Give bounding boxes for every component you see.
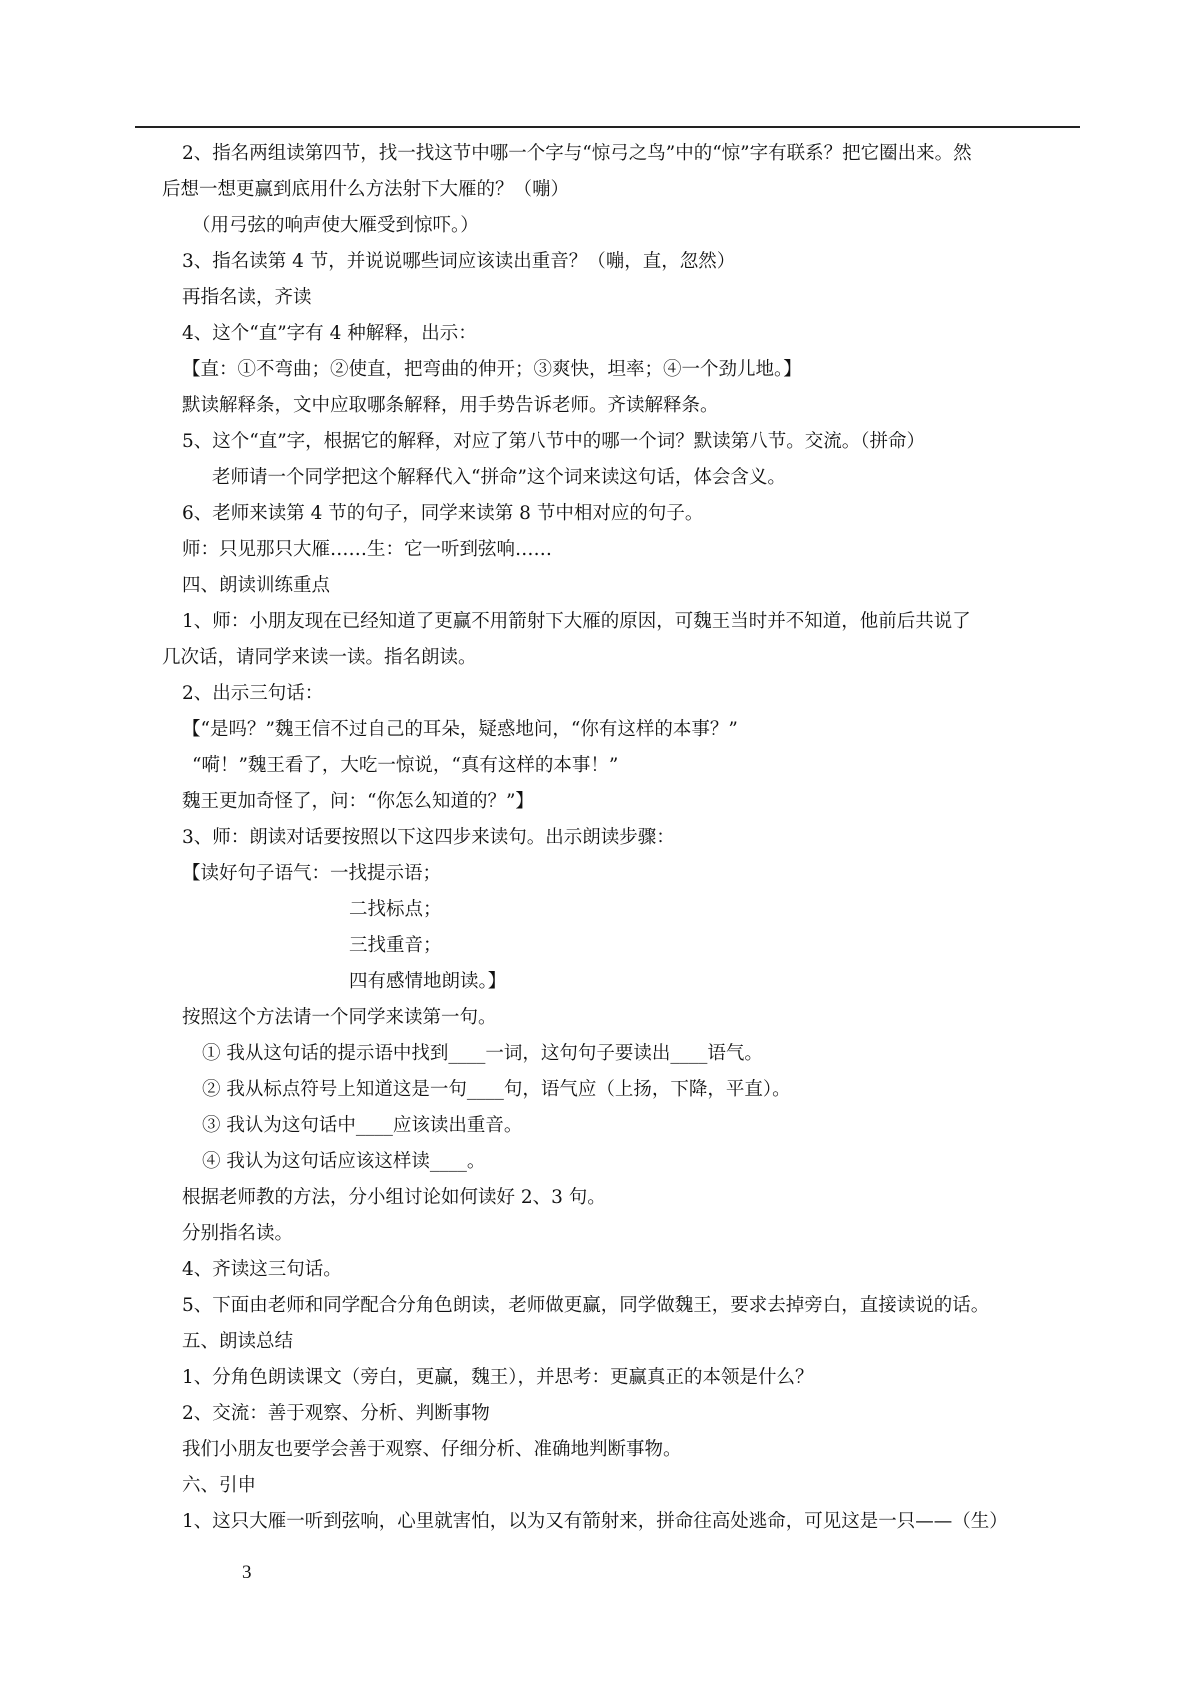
text-line: 4、齐读这三句话。 [182,1259,342,1280]
text-line: 【读好句子语气：一找提示语； [182,863,442,884]
text-line: 按照这个方法请一个同学来读第一句。 [182,1007,497,1028]
text-line: 5、下面由老师和同学配合分角色朗读，老师做更赢，同学做魏王，要求去掉旁白，直接读说的话。 [182,1295,990,1316]
text-line: 魏王更加奇怪了，问：“你怎么知道的？”】 [182,791,534,812]
text-line: 6、老师来读第 4 节的句子，同学来读第 8 节中相对应的句子。 [182,503,704,524]
text-line: ① 我从这句话的提示语中找到____一词，这句句子要读出____语气。 [202,1043,763,1064]
text-line: 3、师：朗读对话要按照以下这四步来读句。出示朗读步骤： [182,827,675,848]
text-line: ③ 我认为这句话中____应该读出重音。 [202,1115,523,1136]
text-line: 五、朗读总结 [182,1331,294,1352]
text-line: 三找重音； [349,935,442,956]
page-number: 3 [242,1562,252,1583]
text-line: 2、出示三句话： [182,683,324,704]
text-line: “嗬！”魏王看了，大吃一惊说，“真有这样的本事！” [192,755,619,776]
text-line: 我们小朋友也要学会善于观察、仔细分析、准确地判断事物。 [182,1439,682,1460]
text-line: 1、师：小朋友现在已经知道了更赢不用箭射下大雁的原因，可魏王当时并不知道，他前后共说了 [182,611,971,632]
text-line: 分别指名读。 [182,1223,294,1244]
header-rule [135,126,1080,128]
text-line: 4、这个“直”字有 4 种解释，出示： [182,323,477,344]
text-line: 【“是吗？”魏王信不过自己的耳朵，疑惑地问，“你有这样的本事？” [182,719,738,740]
text-line: 2、指名两组读第四节，找一找这节中哪一个字与“惊弓之鸟”中的“惊”字有联系？把它圈出来。然 [182,143,972,164]
text-line: 2、交流：善于观察、分析、判断事物 [182,1403,490,1424]
text-line: 默读解释条，文中应取哪条解释，用手势告诉老师。齐读解释条。 [182,395,719,416]
text-line: （用弓弦的响声使大雁受到惊吓。） [192,215,479,236]
text-line: 1、这只大雁一听到弦响，心里就害怕，以为又有箭射来，拼命往高处逃命，可见这是一只——（生） [182,1511,1008,1532]
document-body [162,136,1080,1540]
text-line: 根据老师教的方法，分小组讨论如何读好 2、3 句。 [182,1187,606,1208]
text-line: 二找标点； [349,899,442,920]
text-line: ④ 我认为这句话应该这样读____。 [202,1151,486,1172]
text-line: 四、朗读训练重点 [182,575,331,596]
text-line: 几次话，请同学来读一读。指名朗读。 [162,647,477,668]
text-line: 再指名读，齐读 [182,287,312,308]
text-line: 5、这个“直”字，根据它的解释，对应了第八节中的哪一个词？默读第八节。交流。（拼命） [182,431,925,452]
text-line: 六、引申 [182,1475,257,1496]
text-line: 师：只见那只大雁……生：它一听到弦响…… [182,539,553,560]
text-line: 3、指名读第 4 节，并说说哪些词应该读出重音？（嘣，直，忽然） [182,251,736,272]
text-line: 四有感情地朗读。】 [349,971,507,992]
text-line: 老师请一个同学把这个解释代入“拼命”这个词来读这句话，体会含义。 [212,467,786,488]
text-line: 【直：①不弯曲；②使直，把弯曲的伸开；③爽快，坦率；④一个劲儿地。】 [182,359,802,380]
text-line: 1、分角色朗读课文（旁白，更赢，魏王），并思考：更赢真正的本领是什么？ [182,1367,814,1388]
text-line: 后想一想更赢到底用什么方法射下大雁的？（嘣） [162,179,570,200]
text-line: ② 我从标点符号上知道这是一句____句，语气应（上扬，下降，平直）。 [202,1079,791,1100]
